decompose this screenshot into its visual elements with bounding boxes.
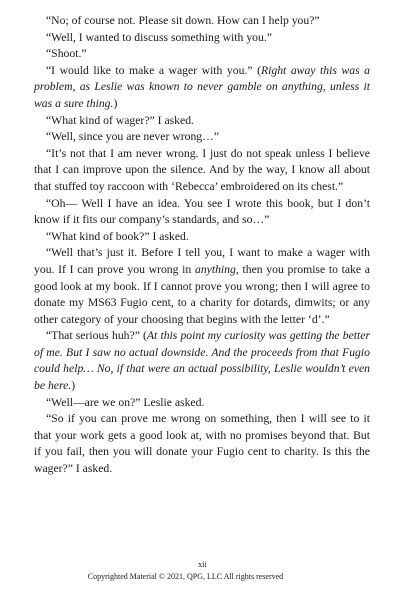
- text-run: “Well—are we on?” Leslie asked.: [46, 395, 205, 409]
- text-run: “What kind of book?” I asked.: [46, 229, 189, 243]
- paragraph: [34, 245, 370, 328]
- copyright-notice: Copyrighted Material © 2021, QPG, LLC All rights reserved: [87, 572, 284, 581]
- paragraph: [34, 196, 370, 229]
- paragraph: [34, 146, 370, 196]
- page-body: [34, 13, 370, 478]
- page-number: xii: [198, 560, 207, 569]
- paragraph: [34, 46, 370, 63]
- italic-text: anything: [194, 262, 236, 276]
- text-run: “Well, since you are never wrong…”: [46, 130, 220, 144]
- text-run: , then you promise to take a good look at my book. If I cannot prove you wrong; then I will agree to donate my MS63 Fugio cent, to a charity for dotards, dimwits; or any other category of your choosing that begins with the letter ‘d’.”: [34, 262, 370, 326]
- text-run: “Oh— Well I have an idea. You see I wrote this book, but I don’t know if it fits our company’s standards, and so…”: [34, 196, 370, 227]
- text-run: “Well that’s just it. Before I tell you, I want to make a wager with you. If I can prove you wrong in: [34, 246, 370, 276]
- paragraph: [34, 129, 370, 146]
- text-run: “No; of course not. Please sit down. How can I help you?”: [46, 14, 320, 27]
- text-run: “What kind of wager?” I asked.: [46, 113, 194, 127]
- paragraph: [34, 113, 370, 130]
- text-run: ): [113, 96, 118, 110]
- text-run: “It’s not that I am never wrong. I just do not speak unless I believe that I can improve upon the silence. And by the way, I know all about that stuffed toy raccoon with ‘Rebecca’ embroidered on its chest.”: [34, 146, 370, 193]
- text-run: “I would like to make a wager with you.” (: [46, 63, 261, 77]
- italic-text: Right away this was a problem, as Leslie was known to never gamble on anything, unless it was a sure thing.: [34, 63, 370, 110]
- text-run: “That serious huh?” (: [46, 329, 147, 343]
- paragraph: [34, 411, 370, 477]
- paragraph: [34, 395, 370, 412]
- paragraph: [34, 13, 370, 30]
- text-run: “So if you can prove me wrong on something, then I will see to it that your work gets a good look at, with no promises beyond that. But if you fail, then you will donate your Fugio cent to charity. Is this the wager?” I asked.: [34, 412, 370, 476]
- italic-text: At this point my curiosity was getting the better of me. But I saw no actual downside. And the proceeds from that Fugio could help… No, if that were an actual possibility, Leslie wouldn’t even be here.: [34, 329, 371, 393]
- paragraph: [34, 229, 370, 246]
- text-run: “Shoot.”: [46, 47, 87, 61]
- paragraph: [34, 63, 370, 113]
- text-run: ): [71, 379, 76, 393]
- paragraph: [34, 328, 370, 394]
- paragraph: [34, 30, 370, 47]
- text-run: “Well, I wanted to discuss something with you.”: [46, 30, 272, 44]
